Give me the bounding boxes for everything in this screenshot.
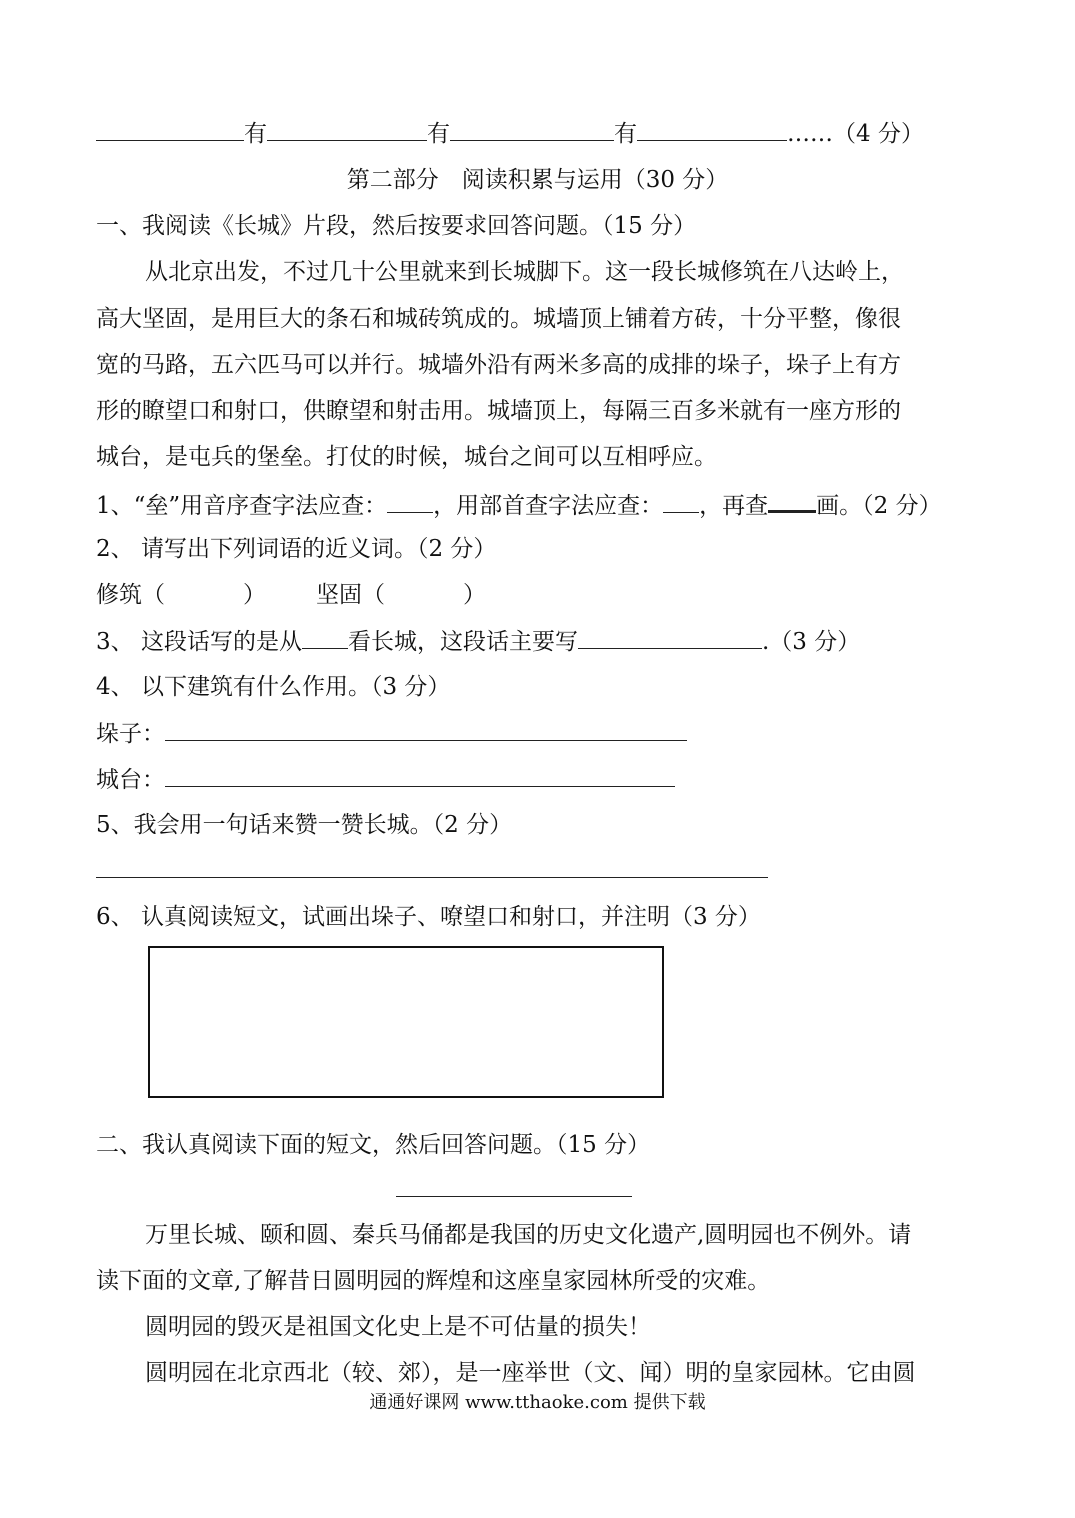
q1-text-d: 画。（2 分） (816, 493, 942, 519)
score-note: ……（4 分） (787, 121, 924, 147)
answer-blank[interactable] (267, 118, 427, 141)
passage-line: 圆明园的毁灭是祖国文化史上是不可估量的损失！ (145, 1314, 651, 1340)
q1-text-a: 1、“垒”用音序查字法应查： (96, 493, 388, 519)
passage-line: 万里长城、颐和圆、秦兵马俑都是我国的历史文化遗产,圆明园也不例外。请 (145, 1222, 912, 1248)
section1-heading: 一、我阅读《长城》片段，然后按要求回答问题。（15 分） (96, 213, 697, 239)
passage-line: 读下面的文章,了解昔日圆明园的辉煌和这座皇家园林所受的灾难。 (96, 1268, 771, 1294)
answer-blank[interactable] (663, 490, 699, 513)
drawing-box[interactable] (148, 946, 664, 1098)
answer-blank[interactable] (637, 118, 787, 141)
passage-line: 圆明园在北京西北（较、郊），是一座举世（文、闻）明的皇家园林。它由圆 (145, 1360, 916, 1386)
question-2: 2、 请写出下列词语的近义词。（2 分） (96, 536, 497, 562)
q3-text-c: .（3 分） (761, 629, 861, 655)
passage-line: 城台，是屯兵的堡垒。打仗的时候，城台之间可以互相呼应。 (96, 444, 717, 470)
question-5: 5、我会用一句话来赞一赞长城。（2 分） (96, 812, 513, 838)
question-3 (96, 626, 860, 657)
answer-blank[interactable] (387, 490, 433, 513)
part-title: 第二部分 阅读积累与运用（30 分） (346, 167, 729, 193)
word-xiuzhu: 修筑（ (96, 582, 165, 608)
you-label: 有 (427, 121, 450, 147)
paren-close: ） (243, 582, 266, 608)
question-4: 4、 以下建筑有什么作用。（3 分） (96, 674, 451, 700)
question-1 (96, 488, 942, 521)
chengtai-label: 城台： (96, 767, 165, 793)
word-jiangu: 坚固（ (316, 582, 385, 608)
q4-duozi (96, 718, 687, 749)
you-label: 有 (244, 121, 267, 147)
answer-line[interactable] (96, 877, 768, 878)
passage-line: 高大坚固，是用巨大的条石和城砖筑成的。城墙顶上铺着方砖，十分平整，像很 (96, 306, 901, 332)
q4-chengtai (96, 764, 675, 795)
page-footer: 通通好课网 www.tthaoke.com 提供下载 (369, 1392, 706, 1413)
answer-blank[interactable] (768, 488, 816, 513)
duozi-label: 垛子： (96, 721, 165, 747)
paren-close: ） (463, 582, 486, 608)
answer-blank[interactable] (450, 118, 614, 141)
top-fill-line (96, 118, 924, 149)
question-6: 6、 认真阅读短文，试画出垛子、嘹望口和射口，并注明（3 分） (96, 904, 761, 930)
q2-words (96, 580, 486, 610)
q1-text-c: ，再查 (699, 493, 769, 519)
answer-blank[interactable] (302, 626, 348, 649)
section2-heading: 二、我认真阅读下面的短文，然后回答问题。（15 分） (96, 1132, 651, 1158)
answer-blank[interactable] (96, 118, 244, 141)
you-label: 有 (614, 121, 637, 147)
title-blank-line[interactable] (396, 1196, 632, 1197)
answer-line[interactable] (165, 764, 675, 787)
passage-line: 宽的马路，五六匹马可以并行。城墙外沿有两米多高的成排的垛子，垛子上有方 (96, 352, 901, 378)
q1-text-b: ，用部首查字法应查： (433, 493, 664, 519)
answer-blank[interactable] (578, 626, 762, 649)
q3-text-b: 看长城，这段话主要写 (347, 629, 578, 655)
q3-text-a: 3、 这段话写的是从 (96, 629, 302, 655)
passage-line: 形的瞭望口和射口，供瞭望和射击用。城墙顶上，每隔三百多米就有一座方形的 (96, 398, 901, 424)
passage-line: 从北京出发，不过几十公里就来到长城脚下。这一段长城修筑在八达岭上， (145, 259, 904, 285)
answer-line[interactable] (165, 718, 687, 741)
